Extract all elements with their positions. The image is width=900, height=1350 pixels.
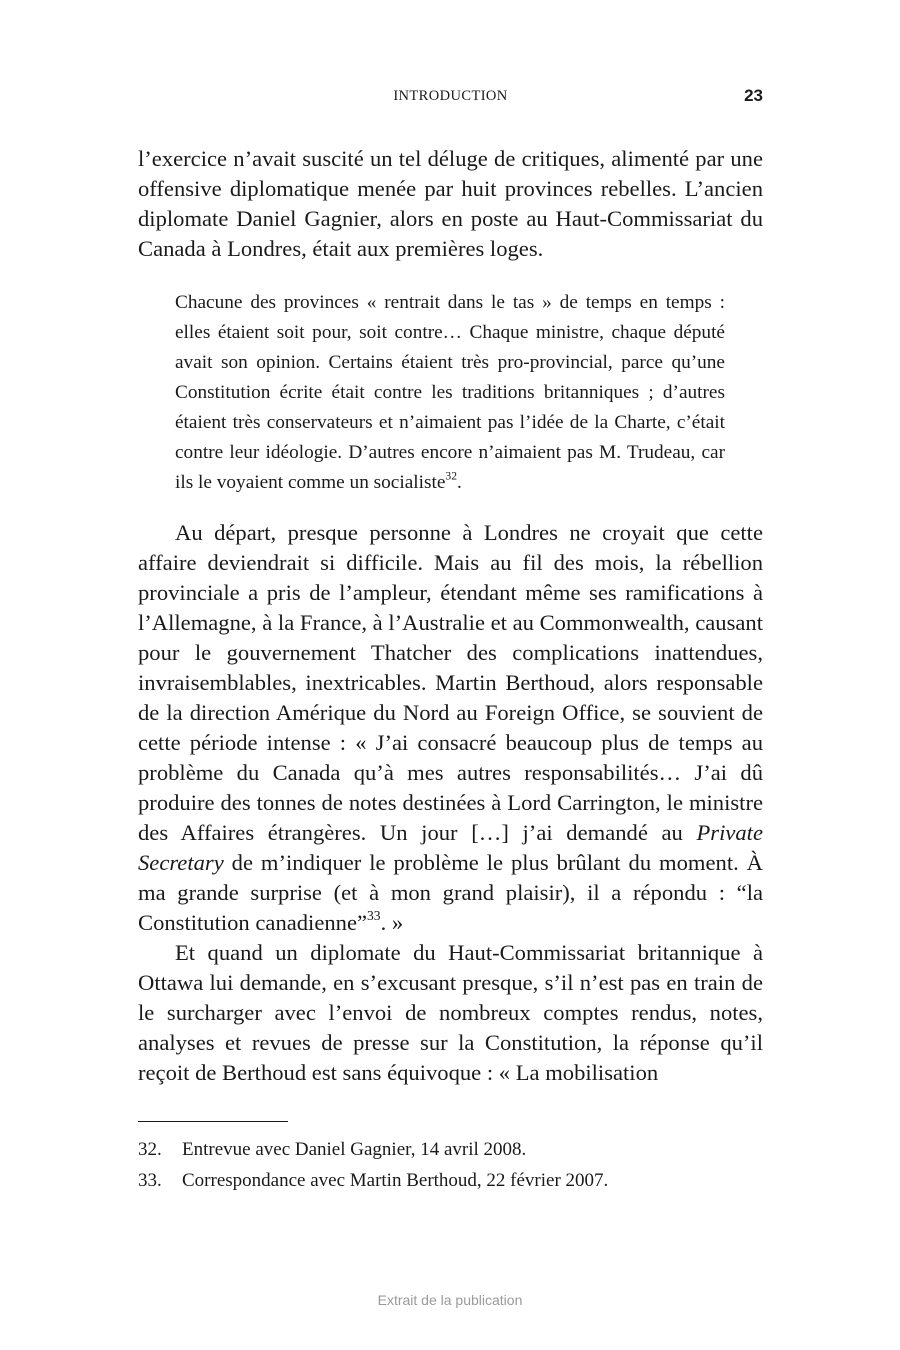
footnote-number: 33. (138, 1170, 162, 1191)
paragraph-2-text-b: de m’indiquer le problème le plus brûlant du moment. À ma grande surprise (et à mon grand plaisir), il a répondu : “la Constitution canadienne” (138, 850, 763, 935)
publication-footer: Extrait de la publication (377, 1292, 523, 1308)
page-header (138, 86, 763, 108)
footnote-number: 32. (138, 1139, 162, 1160)
footnote-divider (138, 1121, 288, 1122)
paragraph-2 (138, 518, 763, 938)
footnote-item (138, 1134, 763, 1165)
paragraph-2-text-c: . » (380, 910, 404, 935)
page-number: 23 (744, 86, 763, 105)
footnote-ref-32[interactable]: 32 (445, 469, 457, 483)
footnote-text: Correspondance avec Martin Berthoud, 22 février 2007. (182, 1170, 609, 1191)
block-quote (175, 288, 725, 498)
paragraph-1: l’exercice n’avait suscité un tel déluge de critiques, alimenté par une offensive diplomatique menée par huit provinces rebelles. L’ancien diplomate Daniel Gagnier, alors en poste au Haut-Commissariat du Canada à Londres, était aux premières loges. (138, 146, 763, 261)
paragraph-2-italic: Private Secretary (138, 820, 763, 875)
paragraph-2-text-a: Au départ, presque personne à Londres ne croyait que cette affaire deviendrait si difficile. Mais au fil des mois, la rébellion provinciale a pris de l’ampleur, étendant même ses ramifications à l’Allemagne, à la France, à l’Australie et au Commonwealth, causant pour le gouvernement Thatcher des complications inattendues, invraisemblables, inextricables. Martin Berthoud, alors responsable de la direction Amérique du Nord au Foreign Office, se souvient de cette période intense : « J’ai consacré beaucoup plus de temps au problème du Canada qu’à mes autres responsabilités… J’ai dû produire des tonnes de notes destinées à Lord Carrington, le ministre des Affaires étrangères. Un jour […] j’ai demandé au (138, 520, 763, 845)
quote-text: Chacune des provinces « rentrait dans le tas » de temps en temps : elles étaient soit pour, soit contre… Chaque ministre, chaque député avait son opinion. Certains étaient très pro-provincial, parce qu’une Constitution écrite était contre les traditions britanniques ; d’autres étaient très conservateurs et n’aimaient pas l’idée de la Charte, c’était contre leur idéologie. D’autres encore n’aimaient pas M. Trudeau, car ils le voyaient comme un socialiste (175, 292, 725, 493)
footnote-text: Entrevue avec Daniel Gagnier, 14 avril 2008. (182, 1139, 527, 1160)
running-head: INTRODUCTION (393, 88, 508, 104)
footnotes (138, 1134, 763, 1196)
footnote-ref-33[interactable]: 33 (367, 907, 381, 923)
quote-end: . (457, 472, 462, 493)
footnote-item (138, 1165, 763, 1196)
paragraph-3: Et quand un diplomate du Haut-Commissariat britannique à Ottawa lui demande, en s’excusant presque, s’il n’est pas en train de le surcharger avec l’envoi de nombreux comptes rendus, notes, analyses et revues de presse sur la Constitution, la réponse qu’il reçoit de Berthoud est sans équivoque : « La mobilisation (138, 940, 763, 1085)
